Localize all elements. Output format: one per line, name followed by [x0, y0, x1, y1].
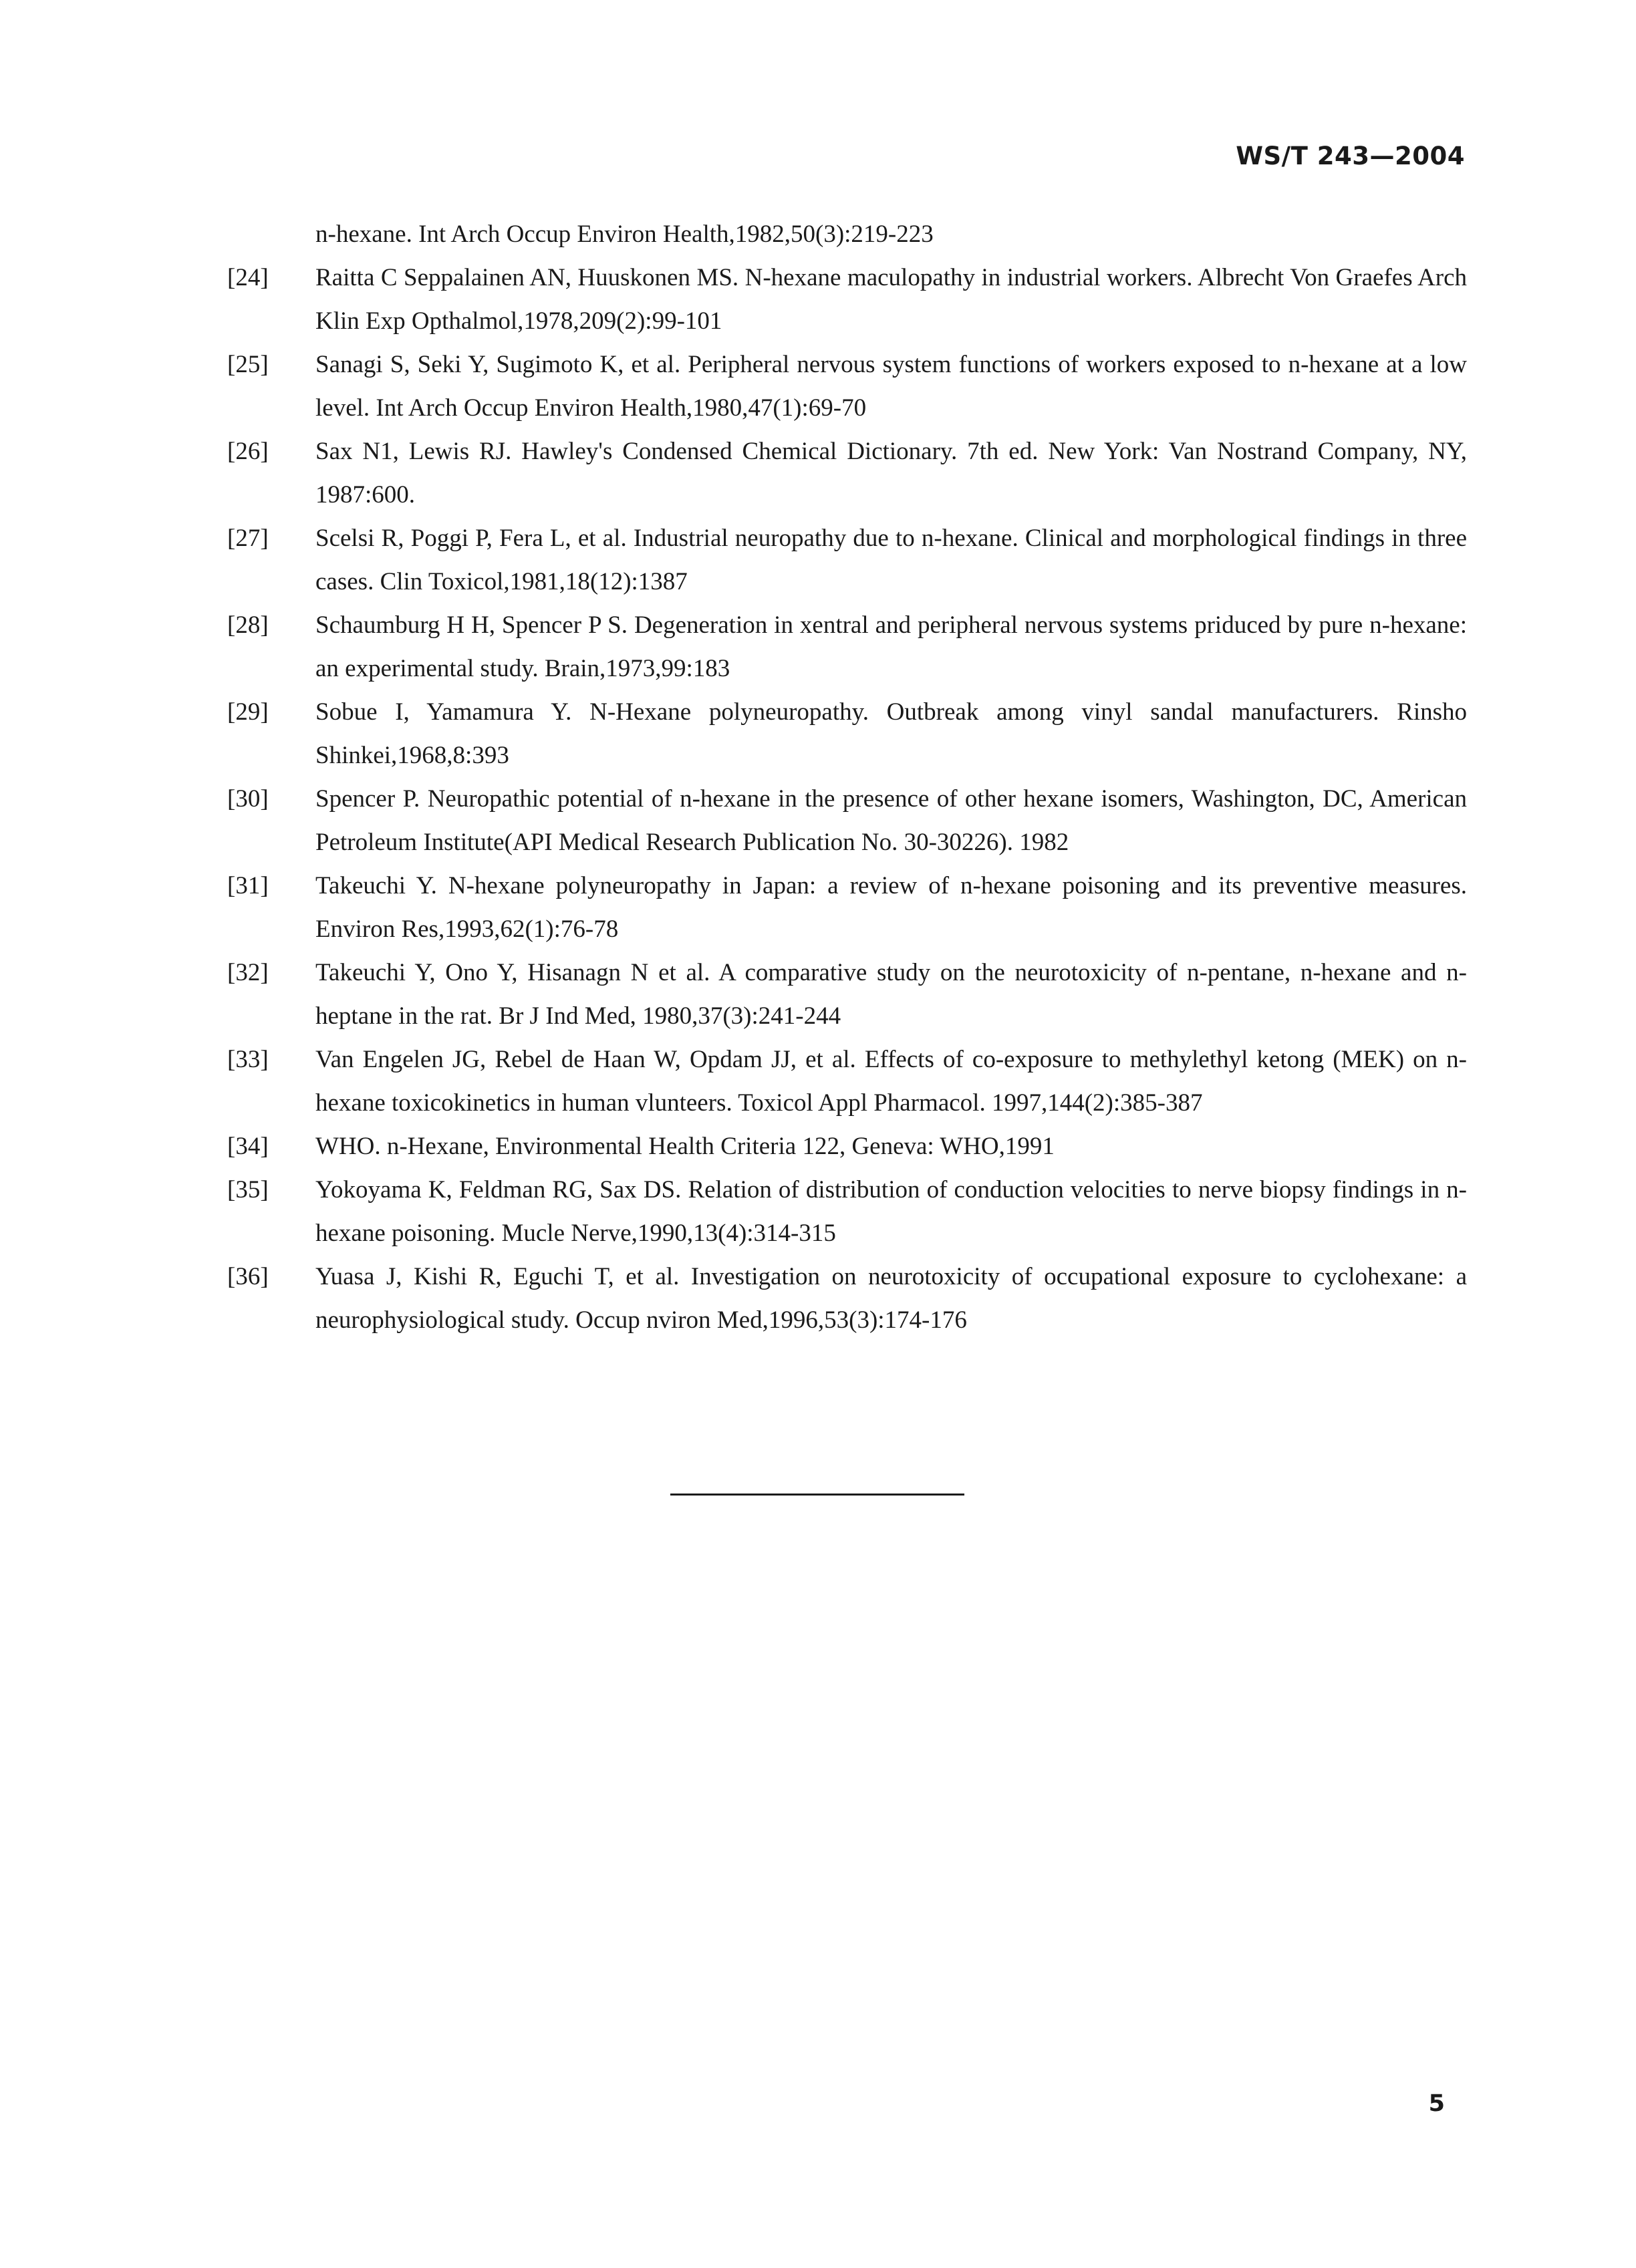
reference-item [227, 777, 1467, 864]
reference-number: [28] [227, 611, 269, 639]
reference-text: Sobue I, Yamamura Y. N-Hexane polyneuropathy. Outbreak among vinyl sandal manufacturers. Rinsho Shinkei,1968,8:393 [315, 698, 1467, 769]
page-number: 5 [1428, 2090, 1445, 2117]
reference-number: [36] [227, 1263, 269, 1290]
reference-item [227, 951, 1467, 1038]
reference-continuation: n-hexane. Int Arch Occup Environ Health,1982,50(3):219-223 [315, 221, 934, 248]
reference-text: Takeuchi Y, Ono Y, Hisanagn N et al. A comparative study on the neurotoxicity of n-pentane, n-hexane and n-heptane in the rat. Br J Ind Med, 1980,37(3):241-244 [315, 959, 1467, 1030]
reference-item [227, 603, 1467, 690]
reference-text: Scelsi R, Poggi P, Fera L, et al. Industrial neuropathy due to n-hexane. Clinical and morphological findings in three cases. Clin Toxicol,1981,18(12):1387 [315, 525, 1467, 595]
reference-number: [34] [227, 1133, 269, 1160]
reference-number: [27] [227, 525, 269, 552]
reference-item [227, 517, 1467, 603]
reference-number: [30] [227, 785, 269, 813]
standard-code: WS/T 243—2004 [1236, 142, 1465, 170]
reference-item [227, 343, 1467, 430]
reference-item [227, 1038, 1467, 1125]
reference-text: Schaumburg H H, Spencer P S. Degeneration in xentral and peripheral nervous systems priduced by pure n-hexane: an experimental study. Brain,1973,99:183 [315, 611, 1467, 682]
end-rule-divider [670, 1494, 964, 1496]
reference-item [227, 1125, 1467, 1168]
reference-item [227, 1168, 1467, 1255]
reference-text: Takeuchi Y. N-hexane polyneuropathy in Japan: a review of n-hexane poisoning and its preventive measures. Environ Res,1993,62(1):76-78 [315, 872, 1467, 943]
reference-text: Spencer P. Neuropathic potential of n-hexane in the presence of other hexane isomers, Washington, DC, American Petroleum Institute(API Medical Research Publication No. 30-30226). 1982 [315, 785, 1467, 856]
reference-item [227, 690, 1467, 777]
reference-item [227, 864, 1467, 951]
reference-number: [25] [227, 351, 269, 378]
reference-number: [24] [227, 264, 269, 291]
reference-number: [32] [227, 959, 269, 986]
reference-number: [31] [227, 872, 269, 899]
reference-number: [33] [227, 1046, 269, 1073]
reference-item [227, 430, 1467, 517]
reference-item [227, 1255, 1467, 1342]
reference-number: [29] [227, 698, 269, 726]
reference-text: Raitta C Seppalainen AN, Huuskonen MS. N-hexane maculopathy in industrial workers. Albrecht Von Graefes Arch Klin Exp Opthalmol,1978,209(2):99-101 [315, 264, 1467, 335]
reference-list [227, 212, 1467, 1342]
reference-number: [26] [227, 438, 269, 465]
reference-number: [35] [227, 1176, 269, 1203]
reference-text: Sax N1, Lewis RJ. Hawley's Condensed Chemical Dictionary. 7th ed. New York: Van Nostrand Company, NY, 1987:600. [315, 438, 1467, 509]
reference-text: Van Engelen JG, Rebel de Haan W, Opdam JJ, et al. Effects of co-exposure to methylethyl ketong (MEK) on n-hexane toxicokinetics in human vlunteers. Toxicol Appl Pharmacol. 1997,144(2):385-387 [315, 1046, 1467, 1117]
reference-text: WHO. n-Hexane, Environmental Health Criteria 122, Geneva: WHO,1991 [315, 1133, 1055, 1160]
reference-item [227, 256, 1467, 343]
reference-text: Yuasa J, Kishi R, Eguchi T, et al. Investigation on neurotoxicity of occupational exposure to cyclohexane: a neurophysiological study. Occup nviron Med,1996,53(3):174-176 [315, 1263, 1467, 1334]
reference-text: Sanagi S, Seki Y, Sugimoto K, et al. Peripheral nervous system functions of workers exposed to n-hexane at a low level. Int Arch Occup Environ Health,1980,47(1):69-70 [315, 351, 1467, 422]
reference-text: Yokoyama K, Feldman RG, Sax DS. Relation of distribution of conduction velocities to nerve biopsy findings in n-hexane poisoning. Mucle Nerve,1990,13(4):314-315 [315, 1176, 1467, 1247]
